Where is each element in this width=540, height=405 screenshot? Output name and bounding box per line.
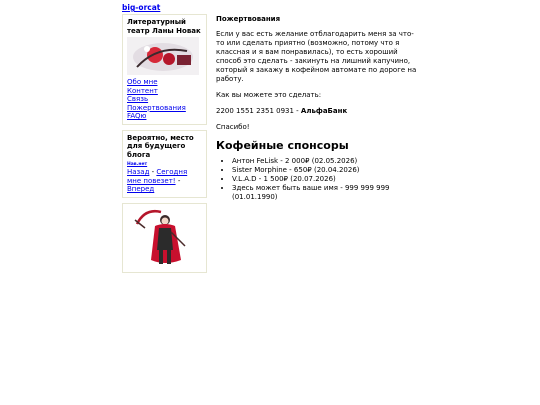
sidebar-menu (127, 78, 202, 121)
future-blog-box (122, 130, 207, 198)
future-blog-tiny-label (127, 161, 202, 168)
thanks-text: Спасибо! (216, 123, 250, 131)
sponsors-title: Кофейные спонсоры (216, 139, 349, 152)
list-item: • Антон FeLisk - 2 000₽ (02.05.2026) (232, 157, 421, 166)
sponsors-list (216, 157, 421, 202)
lucky-link[interactable]: Сегодня мне повезет! (127, 168, 188, 185)
sidebar-item-content[interactable]: Контент (127, 86, 158, 95)
sidebar (122, 14, 207, 278)
site-home-link[interactable]: big-orcat (122, 3, 161, 12)
future-blog-nav (127, 168, 202, 194)
next-link[interactable]: Вперед (127, 185, 155, 193)
sidebar-item-donations[interactable]: Пожертвования (127, 103, 186, 112)
future-blog-title: Вероятно, место для будущего блога (127, 133, 194, 159)
theater-title: Литературный театр Ланы Новак (127, 18, 201, 35)
character-box (122, 203, 207, 273)
list-item: • Здесь может быть ваше имя - 999 999 999 (01.01.1990) (232, 184, 421, 202)
sidebar-item-about[interactable]: Обо мне (127, 78, 158, 86)
prev-link[interactable]: Назад (127, 168, 150, 176)
card-line (216, 107, 421, 116)
list-item: • Sister Morphine - 650₽ (20.04.2026) (232, 166, 421, 175)
main-content (216, 15, 421, 202)
nav-separator: - (175, 176, 181, 185)
donation-intro: Если у вас есть желание отблагодарить меня за что-то или сделать приятно (возможно, потому что я классная и я вам понравилась), то есть хороший способ это сделать - закинуть на лишний капучино, который я закажу в кофейном автомате по дороге на работу. (216, 30, 417, 83)
card-number: 2200 1551 2351 0931 - (216, 107, 301, 115)
future-blog-tiny-link[interactable]: Нав.нет (127, 162, 148, 167)
theater-box (122, 14, 207, 125)
list-item: • V.L.A.D - 1 500₽ (20.07.2026) (232, 175, 421, 184)
how-question: Как вы можете это сделать: (216, 91, 322, 99)
bank-name: АльфаБанк (300, 107, 348, 115)
character-image (131, 206, 191, 272)
page-title: Пожертвования (216, 15, 281, 23)
sidebar-item-faq[interactable]: FAQю (127, 112, 147, 120)
sidebar-item-contact[interactable]: Связь (127, 95, 149, 103)
nav-separator: - (149, 168, 157, 176)
theater-banner-image (127, 37, 199, 75)
